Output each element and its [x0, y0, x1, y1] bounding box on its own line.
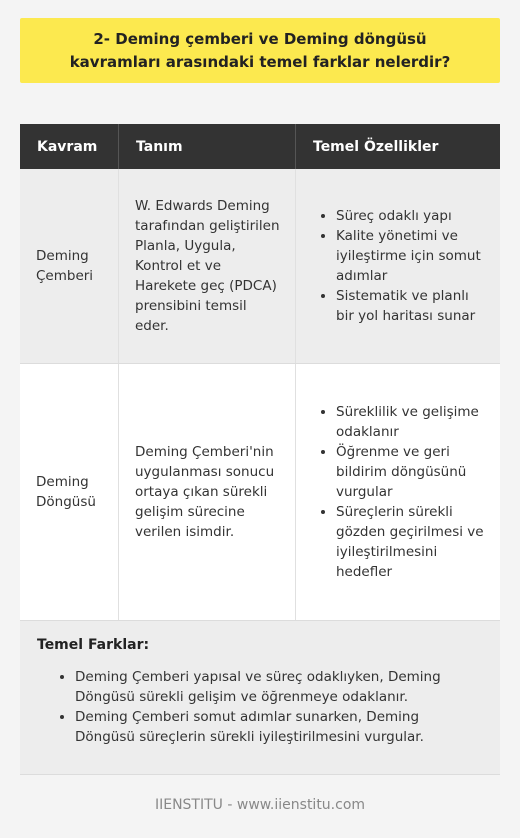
list-item: • Deming Çemberi somut adımlar sunarken, Deming Döngüsü süreçlerin sürekli iyileştirilmesini vurgular. — [75, 707, 483, 747]
differences-section — [20, 620, 500, 775]
features-cell — [296, 364, 500, 620]
list-item: • Kalite yönetimi ve iyileştirme için somut adımlar — [336, 226, 490, 286]
title-banner — [20, 18, 500, 83]
differences-heading: Temel Farklar: — [37, 637, 150, 653]
features-list — [316, 402, 490, 582]
list-item: • Süreklilik ve gelişime odaklanır — [336, 402, 490, 442]
list-item: • Sistematik ve planlı bir yol haritası sunar — [336, 286, 490, 326]
comparison-table — [20, 124, 500, 620]
concept-cell: Deming Çemberi — [20, 169, 119, 363]
list-item: • Süreçlerin sürekli gözden geçirilmesi ve iyileştirilmesini hedefler — [336, 502, 490, 582]
header-temel-ozellikler: Temel Özellikler — [313, 138, 439, 155]
page-title: 2- Deming çemberi ve Deming döngüsü kavramları arasındaki temel farklar nelerdir? — [69, 29, 451, 71]
differences-list — [37, 667, 483, 747]
header-kavram: Kavram — [20, 124, 119, 169]
table-row — [20, 169, 500, 364]
list-item: • Süreç odaklı yapı — [336, 206, 490, 226]
definition-cell: Deming Çemberi'nin uygulanması sonucu ortaya çıkan sürekli gelişim sürecine verilen isimdir. — [119, 364, 296, 620]
table-row — [20, 364, 500, 620]
list-item: • Deming Çemberi yapısal ve süreç odaklıyken, Deming Döngüsü sürekli gelişim ve öğrenmeye odaklanır. — [75, 667, 483, 707]
table-header-row — [20, 124, 500, 169]
concept-cell: Deming Döngüsü — [20, 364, 119, 620]
header-tanim: Tanım — [119, 124, 296, 169]
definition-cell: W. Edwards Deming tarafından geliştirilen Planla, Uygula, Kontrol et ve Harekete geç (PDCA) prensibini temsil eder. — [119, 169, 296, 363]
footer-credit: IIENSTITU - www.iienstitu.com — [154, 797, 366, 813]
features-cell — [296, 169, 500, 363]
features-list — [316, 206, 490, 326]
list-item: • Öğrenme ve geri bildirim döngüsünü vurgular — [336, 442, 490, 502]
